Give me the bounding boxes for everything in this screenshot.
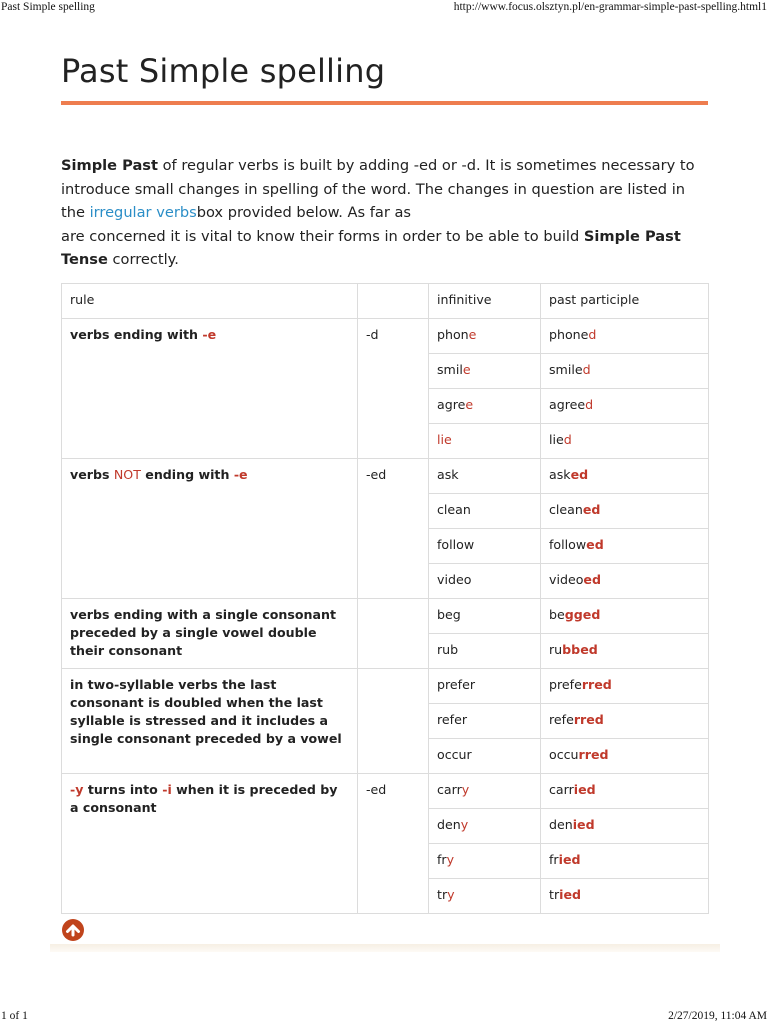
infinitive-cell: try bbox=[429, 879, 541, 914]
irregular-verbs-link[interactable]: irregular verbs bbox=[89, 204, 197, 221]
past-cell: lied bbox=[541, 424, 709, 459]
intro-text: correctly. bbox=[107, 251, 179, 268]
intro-text: or bbox=[437, 157, 462, 174]
suffix-cell bbox=[358, 599, 429, 669]
intro-text: . It is sometimes necessary to introduce small changes in spelling of the word. The changes in question are listed in the bbox=[61, 157, 695, 221]
infinitive-cell: agree bbox=[429, 389, 541, 424]
print-datetime: 2/27/2019, 11:04 AM bbox=[668, 1010, 767, 1022]
past-cell: agreed bbox=[541, 389, 709, 424]
infinitive-cell: lie bbox=[429, 424, 541, 459]
past-cell: rubbed bbox=[541, 634, 709, 669]
past-cell: begged bbox=[541, 599, 709, 634]
past-cell: fried bbox=[541, 844, 709, 879]
header-rule: rule bbox=[62, 284, 358, 319]
print-header-url: http://www.focus.olsztyn.pl/en-grammar-simple-past-spelling.html1 bbox=[453, 1, 767, 13]
past-cell: smiled bbox=[541, 354, 709, 389]
infinitive-cell: rub bbox=[429, 634, 541, 669]
infinitive-cell: ask bbox=[429, 459, 541, 494]
past-cell: videoed bbox=[541, 564, 709, 599]
intro-text: of regular verbs is built by adding bbox=[157, 157, 414, 174]
rule-cell bbox=[62, 319, 358, 459]
intro-term-simple-past-tense: Simple Past Tense bbox=[61, 227, 681, 268]
rule-text: verbs ending with bbox=[70, 327, 203, 342]
rule-highlight: -e bbox=[202, 327, 217, 342]
table-row bbox=[62, 669, 709, 704]
header-past-participle: past participle bbox=[541, 284, 709, 319]
infinitive-cell: prefer bbox=[429, 669, 541, 704]
table-row bbox=[62, 599, 709, 634]
past-cell: tried bbox=[541, 879, 709, 914]
page-title: Past Simple spelling bbox=[61, 52, 386, 90]
infinitive-cell: deny bbox=[429, 809, 541, 844]
infinitive-cell: phone bbox=[429, 319, 541, 354]
intro-suffix-ed: -ed bbox=[413, 157, 438, 174]
past-cell: denied bbox=[541, 809, 709, 844]
header-infinitive: infinitive bbox=[429, 284, 541, 319]
rule-cell: verbs ending with a single consonant preceded by a single vowel double their consonant bbox=[62, 599, 358, 669]
header-suffix bbox=[358, 284, 429, 319]
past-cell: followed bbox=[541, 529, 709, 564]
past-cell: asked bbox=[541, 459, 709, 494]
intro-suffix-d: -d bbox=[461, 157, 477, 174]
rule-cell: -y turns into -i when it is preceded by a consonant bbox=[62, 774, 358, 914]
rule-cell: verbs NOT ending with -e bbox=[62, 459, 358, 599]
infinitive-cell: fry bbox=[429, 844, 541, 879]
title-divider bbox=[61, 101, 708, 105]
past-cell: cleaned bbox=[541, 494, 709, 529]
infinitive-cell: clean bbox=[429, 494, 541, 529]
table-row bbox=[62, 459, 709, 494]
footer-band bbox=[50, 944, 720, 952]
infinitive-cell: beg bbox=[429, 599, 541, 634]
table-row bbox=[62, 319, 709, 354]
spelling-rules-table bbox=[61, 283, 709, 914]
past-cell: preferred bbox=[541, 669, 709, 704]
past-cell: carried bbox=[541, 774, 709, 809]
infinitive-cell: smile bbox=[429, 354, 541, 389]
suffix-cell bbox=[358, 669, 429, 774]
intro-text: box provided below. As far as bbox=[196, 204, 412, 221]
print-page-count: 1 of 1 bbox=[1, 1010, 28, 1022]
past-cell: phoned bbox=[541, 319, 709, 354]
suffix-cell: -ed bbox=[358, 774, 429, 914]
past-cell: referred bbox=[541, 704, 709, 739]
suffix-cell: -d bbox=[358, 319, 429, 459]
suffix-cell: -ed bbox=[358, 459, 429, 599]
infinitive-cell: carry bbox=[429, 774, 541, 809]
rule-cell: in two-syllable verbs the last consonant is doubled when the last syllable is stressed and it includes a single consonant preceded by a vowel bbox=[62, 669, 358, 774]
infinitive-cell: follow bbox=[429, 529, 541, 564]
infinitive-cell: video bbox=[429, 564, 541, 599]
infinitive-cell: refer bbox=[429, 704, 541, 739]
intro-text: are concerned it is vital to know their forms in order to be able to build bbox=[61, 227, 584, 245]
table-header-row bbox=[62, 284, 709, 319]
print-header-title: Past Simple spelling bbox=[1, 1, 95, 13]
past-cell: occurred bbox=[541, 739, 709, 774]
table-row bbox=[62, 774, 709, 809]
arrow-up-circle-icon[interactable] bbox=[61, 918, 85, 942]
infinitive-cell: occur bbox=[429, 739, 541, 774]
intro-term-simple-past: Simple Past bbox=[61, 157, 158, 174]
intro-paragraph bbox=[61, 154, 711, 272]
